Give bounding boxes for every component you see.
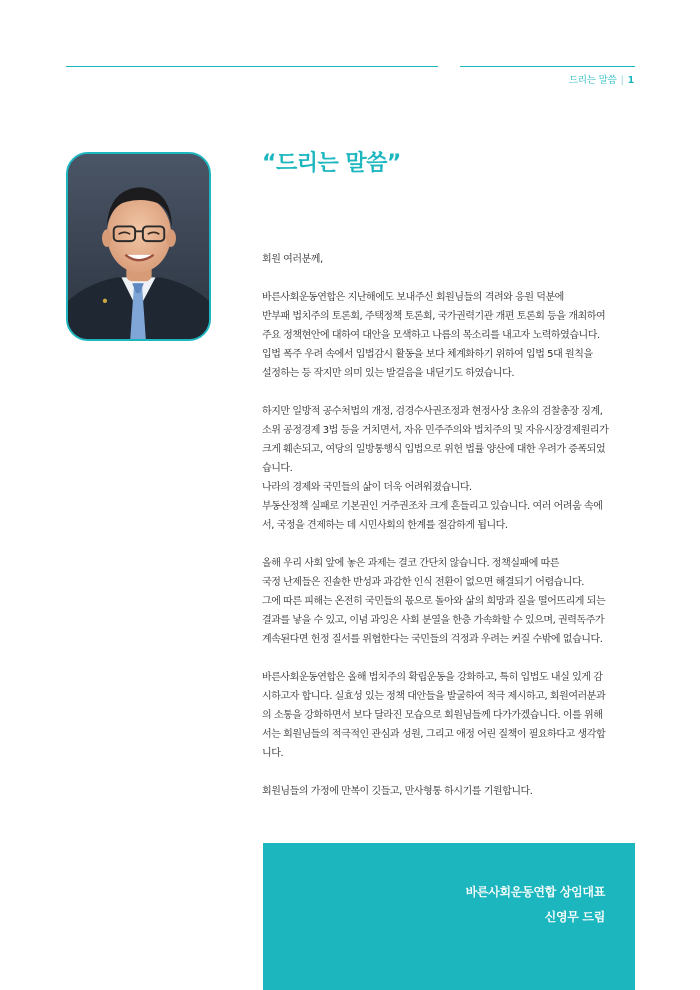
page-number: 1 — [627, 75, 634, 86]
paragraph-gap — [262, 763, 638, 782]
paragraph-line: 주요 정책현안에 대하여 대안을 모색하고 나름의 목소리를 내고자 노력하였습니다. — [262, 330, 600, 341]
paragraph-line: 올해 우리 사회 앞에 놓은 과제는 결코 간단치 않습니다. 정책실패에 따른 — [262, 558, 560, 569]
portrait-illustration — [68, 154, 209, 339]
paragraph-line: 크게 훼손되고, 여당의 일방통행식 입법으로 위헌 법률 양산에 대한 우려가 증폭되었 — [262, 444, 606, 455]
letter-body — [262, 250, 638, 801]
paragraph-line: 나라의 경제와 국민들의 삶이 더욱 어려워졌습니다. — [262, 482, 472, 493]
signature-name: 신영무 드림 — [544, 910, 605, 924]
running-header — [569, 72, 634, 86]
header-separator: | — [620, 75, 624, 86]
paragraph-gap — [262, 535, 638, 554]
signature-organization: 바른사회운동연합 상임대표 — [465, 885, 605, 899]
paragraph-line: 계속된다면 헌정 질서를 위협한다는 국민들의 걱정과 우려는 커질 수밖에 없습니다. — [262, 634, 603, 645]
paragraph-line: 설정하는 등 작지만 의미 있는 발걸음을 내딛기도 하였습니다. — [262, 368, 515, 379]
paragraph-gap — [262, 269, 638, 288]
paragraph-line: 시하고자 합니다. 실효성 있는 정책 대안들을 발굴하여 적극 제시하고, 회원여러분과 — [262, 691, 606, 702]
paragraph-gap — [262, 383, 638, 402]
paragraph-line: 니다. — [262, 748, 284, 759]
page-title: “드리는 말씀” — [262, 151, 401, 176]
paragraph-line: 소위 공정경제 3법 등을 거치면서, 자유 민주주의와 법치주의 및 자유시장경제원리가 — [262, 425, 609, 436]
paragraph-line: 결과를 낳을 수 있고, 이념 과잉은 사회 분열을 한층 가속화할 수 있으며, 권력독주가 — [262, 615, 605, 626]
paragraph-line: 입법 폭주 우려 속에서 입법감시 활동을 보다 체계화하기 위하여 입법 5대 원칙을 — [262, 349, 593, 360]
paragraph-line: 부동산정책 실패로 기본권인 거주권조차 크게 흔들리고 있습니다. 여러 어려움 속에 — [262, 501, 603, 512]
header-section-title: 드리는 말씀 — [568, 75, 617, 86]
paragraph-line: 그에 따른 피해는 온전히 국민들의 몫으로 돌아와 삶의 희망과 질을 떨어뜨리게 되는 — [262, 596, 606, 607]
paragraph-line: 국정 난제들은 진솔한 반성과 과감한 인식 전환이 없으면 해결되기 어렵습니다. — [262, 577, 585, 588]
portrait-photo — [66, 152, 211, 341]
paragraph-line: 바른사회운동연합은 올해 법치주의 확립운동을 강화하고, 특히 입법도 내실 있게 감 — [262, 672, 603, 683]
paragraph-line: 의 소통을 강화하면서 보다 달라진 모습으로 회원님들께 다가가겠습니다. 이를 위해 — [262, 710, 603, 721]
paragraph-line: 서, 국정을 견제하는 데 시민사회의 한계를 절감하게 됩니다. — [262, 520, 508, 531]
paragraph-line: 바른사회운동연합은 지난해에도 보내주신 회원님들의 격려와 응원 덕분에 — [262, 292, 564, 303]
closing-line: 회원님들의 가정에 만복이 깃들고, 만사형통 하시기를 기원합니다. — [262, 786, 533, 797]
signature-box — [263, 843, 635, 990]
header-rule-right — [460, 66, 635, 67]
header-rule-left — [66, 66, 438, 67]
paragraph-line: 습니다. — [262, 463, 293, 474]
paragraph-line: 서는 회원님들의 적극적인 관심과 성원, 그리고 애정 어린 질책이 필요하다고 생각합 — [262, 729, 606, 740]
paragraph-line: 반부패 법치주의 토론회, 주택정책 토론회, 국가권력기관 개편 토론회 등을 개최하여 — [262, 311, 606, 322]
paragraph-gap — [262, 649, 638, 668]
paragraph-line: 하지만 일방적 공수처법의 개정, 검경수사권조정과 현정사상 초유의 검찰총장 징계, — [262, 406, 603, 417]
greeting: 회원 여러분께, — [262, 254, 323, 265]
